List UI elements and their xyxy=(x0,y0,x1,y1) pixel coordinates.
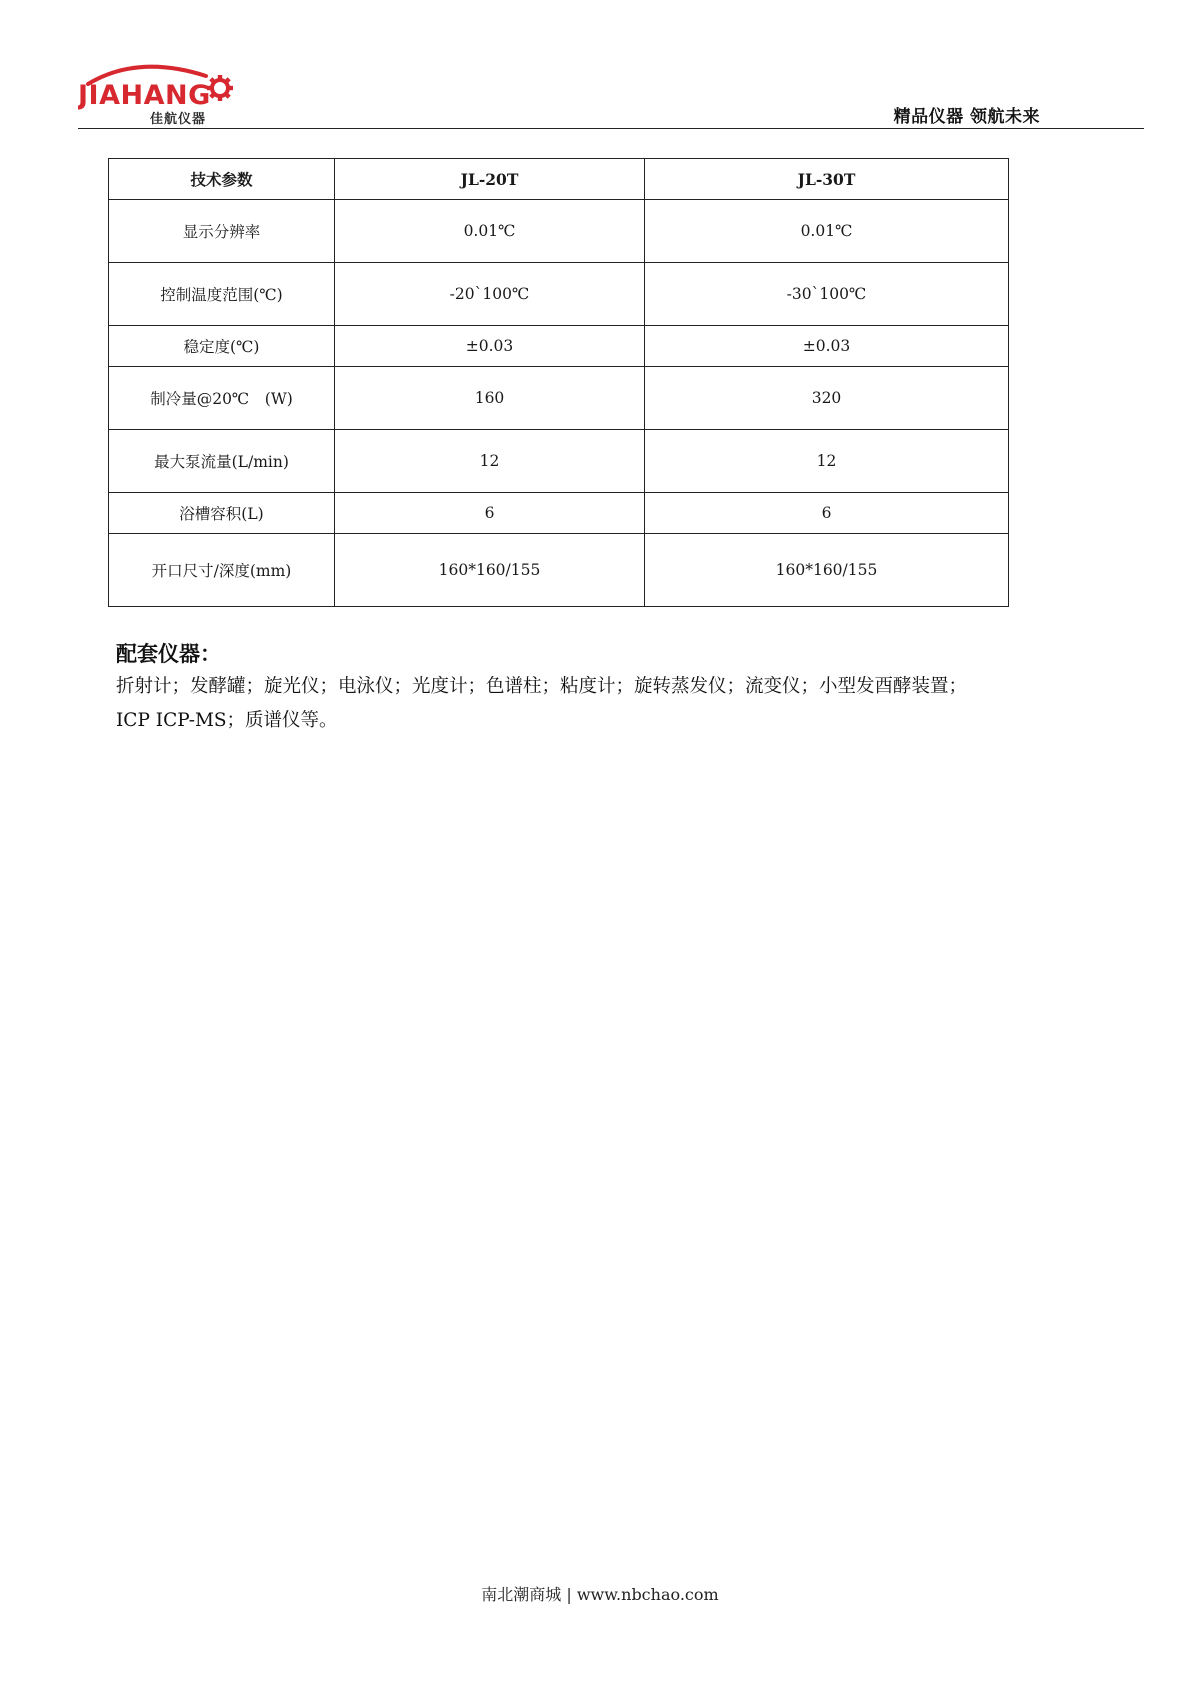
page-footer: 南北潮商城 | www.nbchao.com xyxy=(481,1585,719,1604)
accessories-line-2: ICP ICP-MS；质谱仪等。 xyxy=(116,710,338,731)
col-header-jl30t: JL-30T xyxy=(645,159,1009,200)
row-param: 最大泵流量(L/min) xyxy=(109,430,335,493)
row-param: 开口尺寸/深度(mm) xyxy=(109,534,335,607)
row-param: 显示分辨率 xyxy=(109,200,335,263)
logo-wordmark: JIAHANG xyxy=(78,80,211,111)
row-value-jl20t: 160 xyxy=(335,367,645,430)
row-param: 制冷量@20℃ (W) xyxy=(109,367,335,430)
row-value-jl20t: 160*160/155 xyxy=(335,534,645,607)
col-header-param: 技术参数 xyxy=(109,159,335,200)
page-header xyxy=(78,62,1144,130)
row-value-jl30t: 320 xyxy=(645,367,1009,430)
table-row xyxy=(109,367,1009,430)
row-value-jl30t: 160*160/155 xyxy=(645,534,1009,607)
row-value-jl30t: 12 xyxy=(645,430,1009,493)
row-value-jl20t: 6 xyxy=(335,493,645,534)
table-header-row xyxy=(109,159,1009,200)
row-value-jl20t: 12 xyxy=(335,430,645,493)
row-value-jl30t: ±0.03 xyxy=(645,326,1009,367)
row-value-jl30t: 6 xyxy=(645,493,1009,534)
jiahang-logo-graphic xyxy=(78,62,248,126)
table-row xyxy=(109,200,1009,263)
table-row xyxy=(109,263,1009,326)
table-row xyxy=(109,534,1009,607)
row-param: 浴槽容积(L) xyxy=(109,493,335,534)
table-row xyxy=(109,493,1009,534)
row-param: 控制温度范围(℃) xyxy=(109,263,335,326)
accessories-line-1: 折射计；发酵罐；旋光仪；电泳仪；光度计；色谱柱；粘度计；旋转蒸发仪；流变仪；小型发酉酵装置； xyxy=(116,676,968,697)
row-value-jl30t: -30`100℃ xyxy=(645,263,1009,326)
header-slogan: 精品仪器 领航未来 xyxy=(893,107,1040,127)
table-row xyxy=(109,430,1009,493)
logo-subtext: 佳航仪器 xyxy=(150,112,207,126)
row-value-jl20t: 0.01℃ xyxy=(335,200,645,263)
col-header-jl20t: JL-20T xyxy=(335,159,645,200)
accessories-list xyxy=(116,670,1096,738)
row-param: 稳定度(℃) xyxy=(109,326,335,367)
header-divider xyxy=(78,128,1144,129)
jiahang-logo xyxy=(78,62,248,126)
spec-table xyxy=(108,158,1009,607)
row-value-jl20t: ±0.03 xyxy=(335,326,645,367)
row-value-jl20t: -20`100℃ xyxy=(335,263,645,326)
row-value-jl30t: 0.01℃ xyxy=(645,200,1009,263)
table-row xyxy=(109,326,1009,367)
accessories-title: 配套仪器： xyxy=(116,642,221,666)
